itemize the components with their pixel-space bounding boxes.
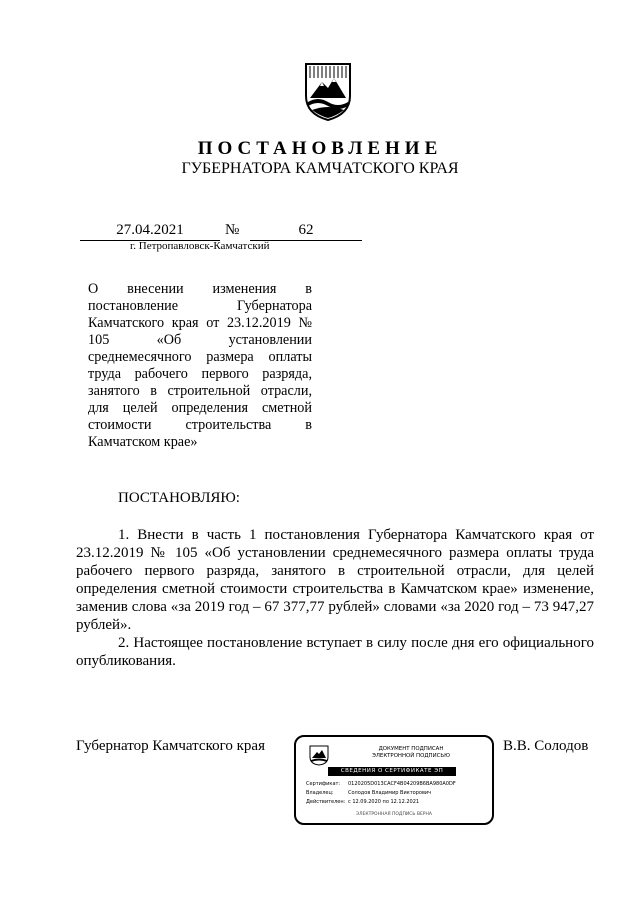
issuing-city: г. Петропавловск-Камчатский bbox=[130, 240, 270, 252]
decree-word: ПОСТАНОВЛЯЮ: bbox=[118, 490, 240, 506]
number-sign: № bbox=[225, 222, 240, 238]
document-number: 62 bbox=[250, 222, 362, 241]
document-title: ПОСТАНОВЛЕНИЕ bbox=[197, 138, 443, 159]
document-date: 27.04.2021 bbox=[80, 222, 220, 241]
stamp-footer: ЭЛЕКТРОННАЯ ПОДПИСЬ ВЕРНА bbox=[356, 812, 432, 817]
paragraph-2: 2. Настоящее постановление вступает в силу после дня его официального опубликования. bbox=[76, 635, 594, 669]
stamp-row-owner: Владелец: Солодов Владимир Викторович bbox=[306, 790, 432, 796]
document-subject: О внесении изменения в постановление Губернатора Камчатского края от 23.12.2019 № 105 «Об установлении среднемесячного размера оплаты труда рабочего первого разряда, занятого в строительной отрасли, для целей определения сметной стоимости строительства в Камчатском крае» bbox=[88, 281, 312, 450]
stamp-row-certificate: Сертификат: 0120205D013CACF4B04209B6BA980A0DF bbox=[306, 781, 456, 787]
stamp-heading: ДОКУМЕНТ ПОДПИСАН ЭЛЕКТРОННОЙ ПОДПИСЬЮ bbox=[372, 746, 450, 759]
electronic-signature-stamp bbox=[294, 735, 494, 825]
paragraph-1: 1. Внести в часть 1 постановления Губернатора Камчатского края от 23.12.2019 № 105 «Об установлении среднемесячного размера оплаты труда рабочего первого разряда, занятого в строительной отрасли, для целей определения сметной стоимости строительства в Камчатском крае» изменение, заменив слова «за 2019 год – 67 377,77 рублей» словами «за 2020 год – 73 947,27 рублей». bbox=[76, 527, 594, 633]
coat-of-arms-emblem bbox=[302, 60, 354, 122]
signatory-position: Губернатор Камчатского края bbox=[76, 738, 265, 754]
signatory-name: В.В. Солодов bbox=[503, 738, 589, 754]
emblem-icon bbox=[308, 744, 330, 766]
document-subtitle: ГУБЕРНАТОРА КАМЧАТСКОГО КРАЯ bbox=[181, 160, 459, 177]
stamp-row-validity: Действителен: с 12.09.2020 по 12.12.2021 bbox=[306, 799, 420, 805]
stamp-certificate-bar: СВЕДЕНИЯ О СЕРТИФИКАТЕ ЭП bbox=[328, 767, 456, 776]
